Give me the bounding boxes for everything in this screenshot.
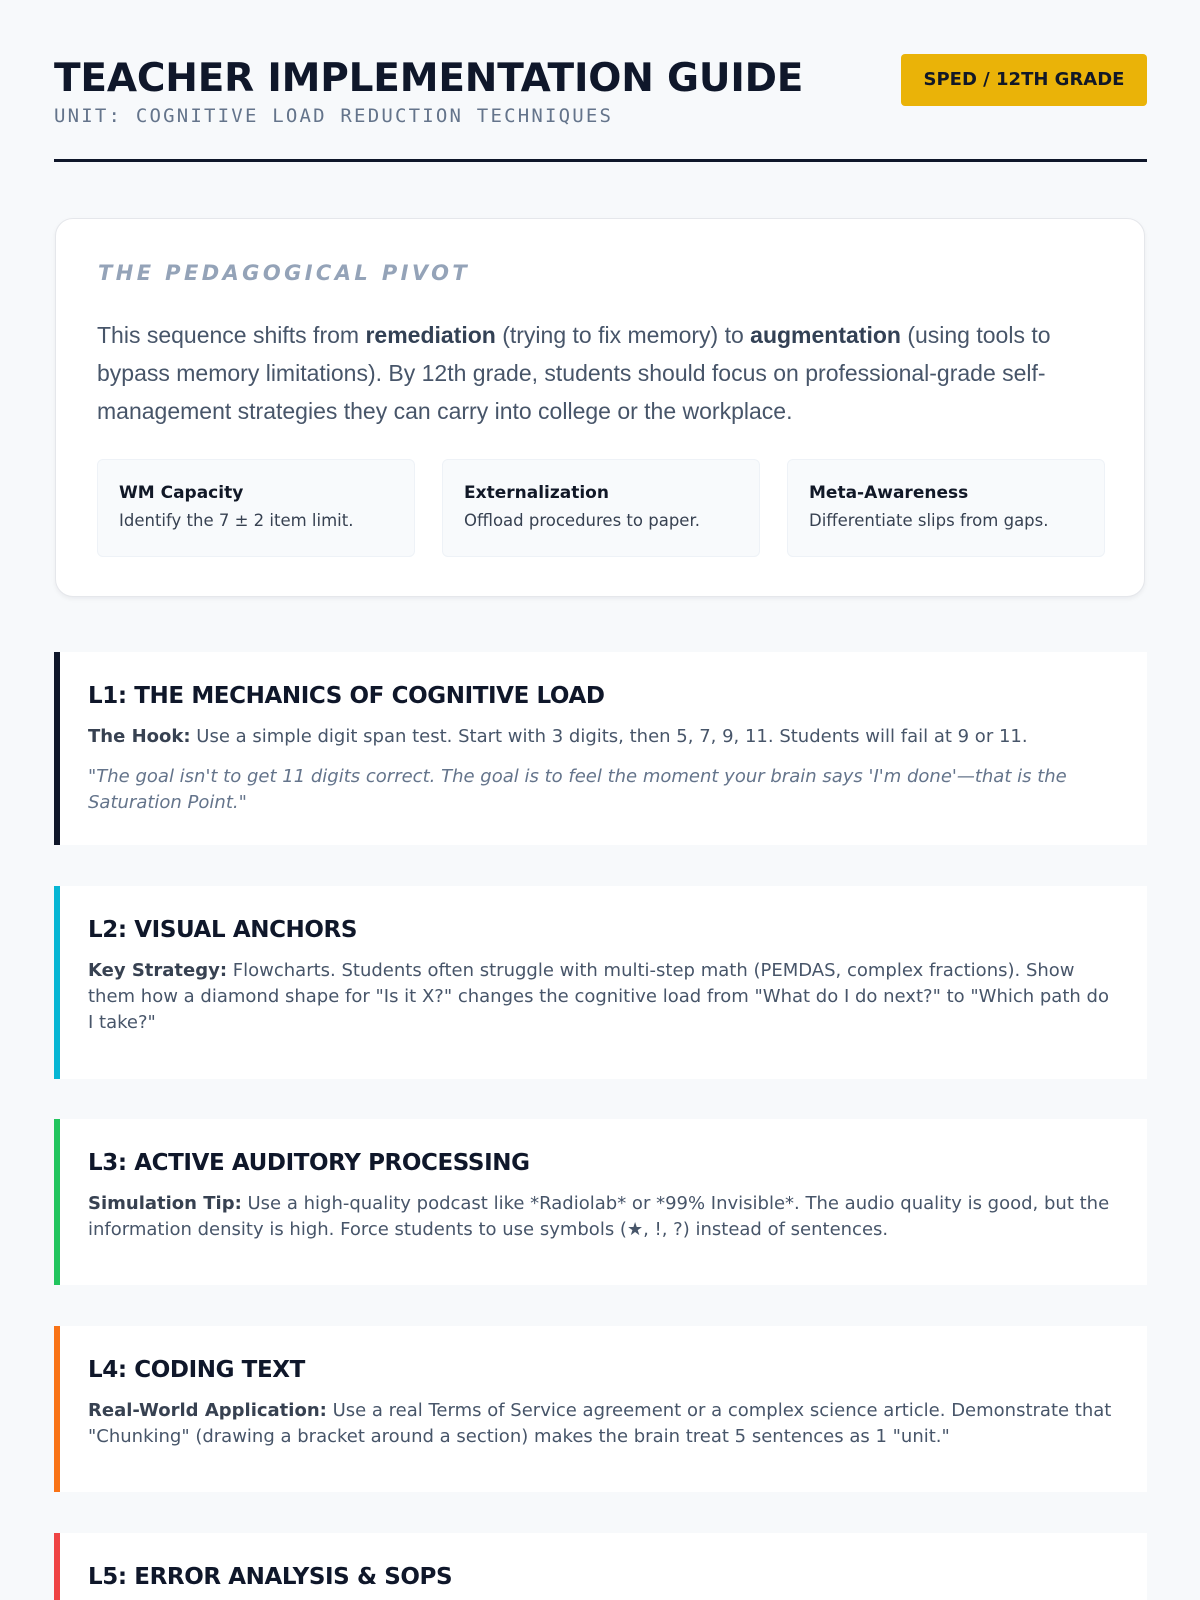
lesson-quote: "The goal isn't to get 11 digits correct. The goal is to feel the moment your brain says 'I'm done'—that is the Saturation Point." <box>88 766 1067 813</box>
pivot-emphasis-augmentation: augmentation <box>750 322 901 348</box>
lesson-title: L5: ERROR ANALYSIS & SOPS <box>88 1564 453 1590</box>
lesson-description <box>88 1191 1117 1243</box>
lesson-card-l4 <box>54 1326 1147 1492</box>
lesson-description <box>88 958 1117 1036</box>
lesson-body-text: Flowcharts. Students often struggle with multi-step math (PEMDAS, complex fractions). Show them how a diamond shape for "Is it X?" changes the cognitive load from "What do I do next?" to "Which path do I take?" <box>88 960 1109 1033</box>
lesson-description <box>88 724 1117 750</box>
concept-card-meta-awareness <box>787 459 1105 557</box>
lesson-body-text: Use a real Terms of Service agreement or a complex science article. Demonstrate that "Chunking" (drawing a bracket around a section) makes the brain treat 5 sentences as 1 "unit." <box>88 1400 1112 1447</box>
lesson-title: L4: CODING TEXT <box>88 1357 305 1383</box>
lesson-description <box>88 1398 1117 1450</box>
lesson-body-text: Use a high-quality podcast like *Radiolab* or *99% Invisible*. The audio quality is good, but the information density is high. Force students to use symbols (★, !, ?) instead of sentences. <box>88 1193 1110 1240</box>
pivot-text-segment: This sequence shifts from <box>97 322 366 348</box>
lesson-label: Simulation Tip: <box>88 1193 242 1214</box>
concept-title: Externalization <box>464 483 609 503</box>
lesson-card-l3 <box>54 1119 1147 1285</box>
lesson-card-l5 <box>54 1533 1147 1600</box>
concept-grid <box>97 459 1104 557</box>
header-divider <box>54 159 1147 162</box>
lesson-title: L1: THE MECHANICS OF COGNITIVE LOAD <box>88 683 605 709</box>
lesson-body-text: Use a simple digit span test. Start with 3 digits, then 5, 7, 9, 11. Students will fail at 9 or 11. <box>190 726 1028 747</box>
grade-badge: SPED / 12TH GRADE <box>901 54 1147 106</box>
concept-description: Differentiate slips from gaps. <box>809 511 1049 530</box>
concept-card-wm-capacity <box>97 459 415 557</box>
concept-card-externalization <box>442 459 760 557</box>
pivot-heading: THE PEDAGOGICAL PIVOT <box>98 261 471 285</box>
concept-description: Identify the 7 ± 2 item limit. <box>119 511 354 530</box>
lesson-label: Real-World Application: <box>88 1400 327 1421</box>
lesson-label: Key Strategy: <box>88 960 228 981</box>
lesson-label: The Hook: <box>88 726 191 747</box>
concept-title: Meta-Awareness <box>809 483 969 503</box>
lesson-card-l1 <box>54 652 1147 845</box>
concept-title: WM Capacity <box>119 483 244 503</box>
pivot-emphasis-remediation: remediation <box>365 322 496 348</box>
page-title: TEACHER IMPLEMENTATION GUIDE <box>54 56 804 101</box>
lesson-card-l2 <box>54 886 1147 1079</box>
lesson-title: L3: ACTIVE AUDITORY PROCESSING <box>88 1150 530 1176</box>
pedagogical-pivot-card <box>55 218 1145 597</box>
unit-subtitle: UNIT: COGNITIVE LOAD REDUCTION TECHNIQUES <box>54 105 614 127</box>
page-header <box>54 52 1147 162</box>
pivot-text-segment: (trying to fix memory) to <box>495 322 751 348</box>
concept-description: Offload procedures to paper. <box>464 511 700 530</box>
pivot-paragraph <box>97 316 1107 430</box>
pivot-text-segment: (using tools to bypass memory limitations). By 12th grade, students should focus on professional-grade self-management strategies they can carry into college or the workplace. <box>97 322 1051 424</box>
lesson-title: L2: VISUAL ANCHORS <box>88 917 358 943</box>
